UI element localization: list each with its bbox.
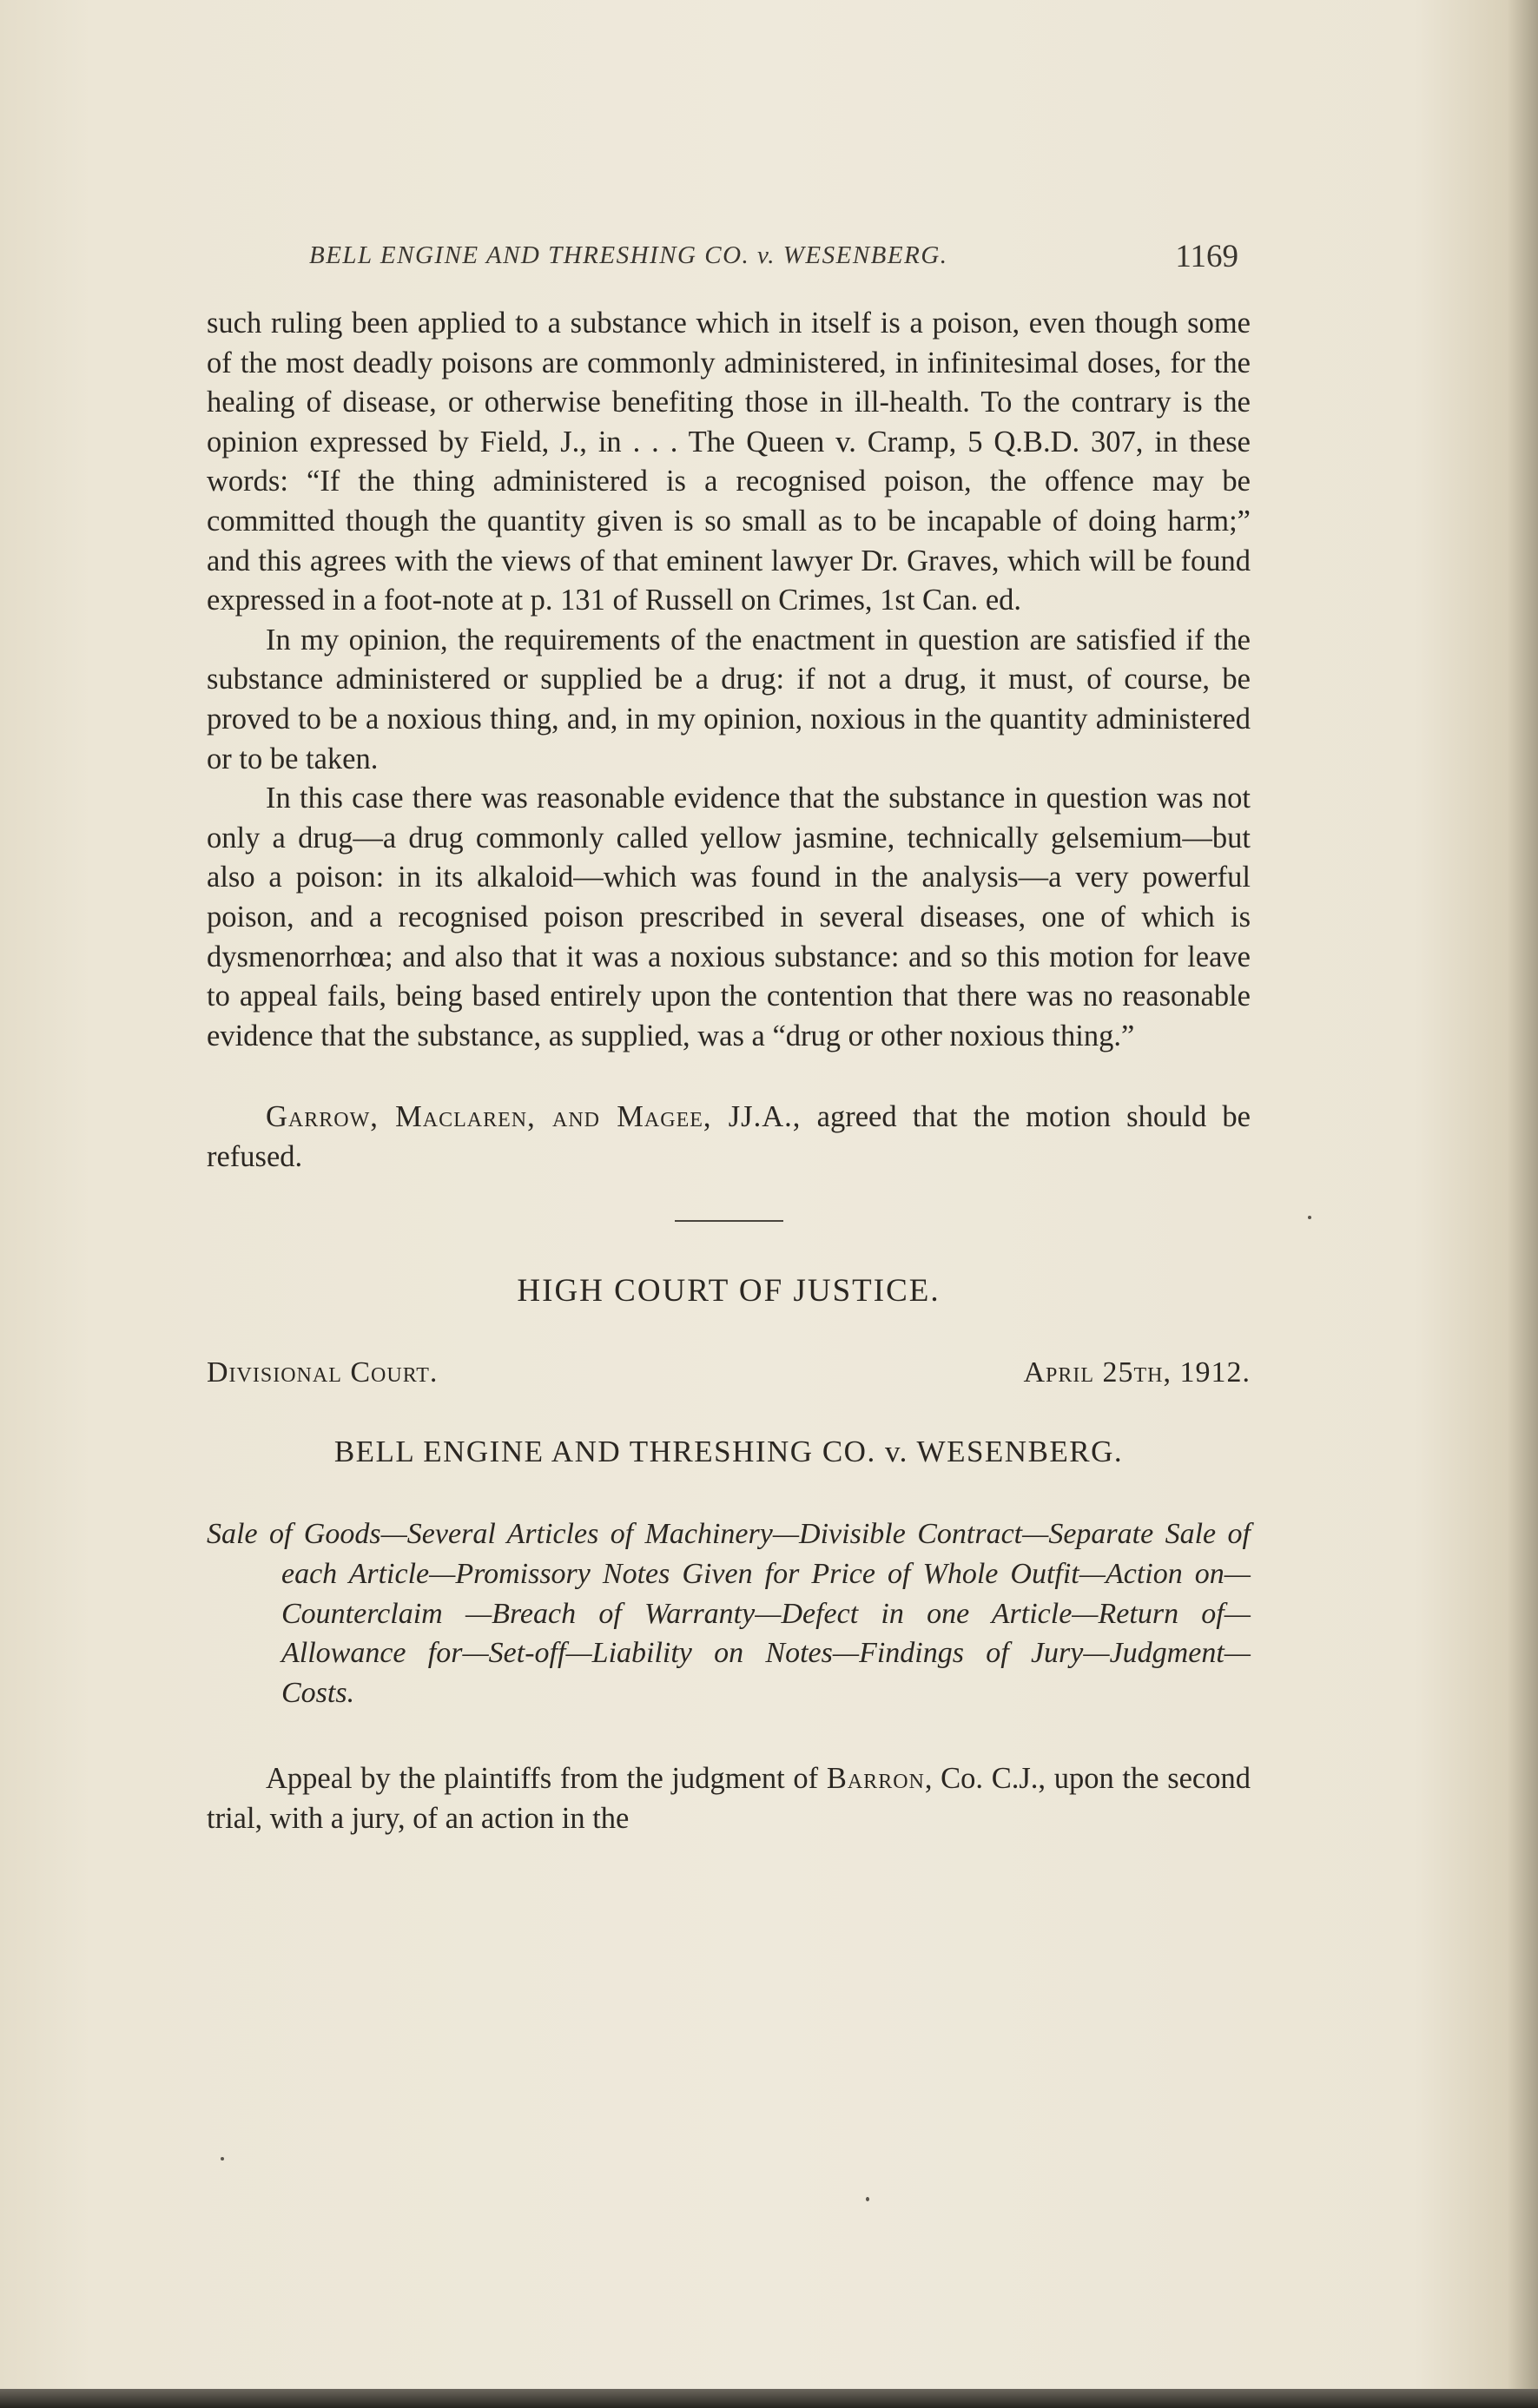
court-heading: HIGH COURT OF JUSTICE.: [517, 1273, 941, 1310]
concurrence-paragraph: [207, 1098, 1251, 1177]
page-content: [207, 234, 1251, 1839]
trial-judge-name: Barron: [826, 1762, 925, 1796]
headnote: Sale of Goods—Several Articles of Machinery—Divisible Contract—Separate Sale of each Article—Promissory Notes Given for Price of Whole Outfit—Action on—Counterclaim —Breach of Warranty—Defect in one Article—Return of— Allowance for—Set-off—Liability on Notes—Findings of Jury—Judgment—Costs.: [207, 1518, 1251, 1709]
running-head: [207, 234, 1251, 287]
paper-speck: [1308, 1216, 1311, 1219]
section-divider: [675, 1220, 783, 1222]
running-head-title: BELL ENGINE AND THRESHING CO. v. WESENBERG.: [309, 241, 948, 269]
appeal-text-start: Appeal by the plaintiffs from the judgment of: [266, 1762, 827, 1796]
appeal-paragraph: [207, 1759, 1251, 1838]
paper-speck: [866, 2197, 869, 2201]
page-number: 1169: [1175, 239, 1238, 274]
appeal-text-rest: , Co. C.J., upon the second trial, with a jury, of an action in the: [207, 1762, 1251, 1836]
concurring-judges: Garrow, Maclaren, and Magee, JJ.A.,: [266, 1100, 802, 1134]
decision-date: April 25th, 1912.: [1023, 1356, 1251, 1389]
session-row: [207, 1356, 1251, 1389]
paper-speck: [221, 2157, 224, 2161]
court-division: Divisional Court.: [207, 1356, 439, 1389]
paragraph-opinion: In my opinion, the requirements of the enactment in question are satisfied if the substance administered or supplied be a drug: if not a drug, it must, of course, be proved to be a noxious thing, and, in my opinion, noxious in the quantity administered or to be taken.: [207, 623, 1251, 775]
concurrence-text: agreed that the motion should be refused.: [207, 1100, 1251, 1173]
page-bottom-edge: [0, 2389, 1538, 2408]
paragraph-continuation: such ruling been applied to a substance which in itself is a poison, even though some of the most deadly poisons are commonly administered, in infinitesimal doses, for the healing of disease, or otherwise benefiting those in ill-health. To the contrary is the opinion expressed by Field, J., in . . . The Queen v. Cramp, 5 Q.B.D. 307, in these words: “If the thing administered is a recognised poison, the offence may be committed though the quantity given is so small as to be incapable of doing harm;” and this agrees with the views of that eminent lawyer Dr. Graves, which will be found expressed in a foot-note at p. 131 of Russell on Crimes, 1st Can. ed.: [207, 307, 1251, 617]
case-title: BELL ENGINE AND THRESHING CO. v. WESENBERG.: [333, 1435, 1124, 1469]
paragraph-evidence: In this case there was reasonable evidence that the substance in question was not only a drug—a drug commonly called yellow jasmine, technically gelsemium—but also a poison: in its alkaloid—which was found in the analysis—a very powerful poison, and a recognised poison prescribed in several diseases, one of which is dysmenorrhœa; and also that it was a noxious substance: and so this motion for leave to appeal fails, being based entirely upon the contention that there was no reasonable evidence that the substance, as supplied, was a “drug or other noxious thing.”: [207, 782, 1251, 1052]
